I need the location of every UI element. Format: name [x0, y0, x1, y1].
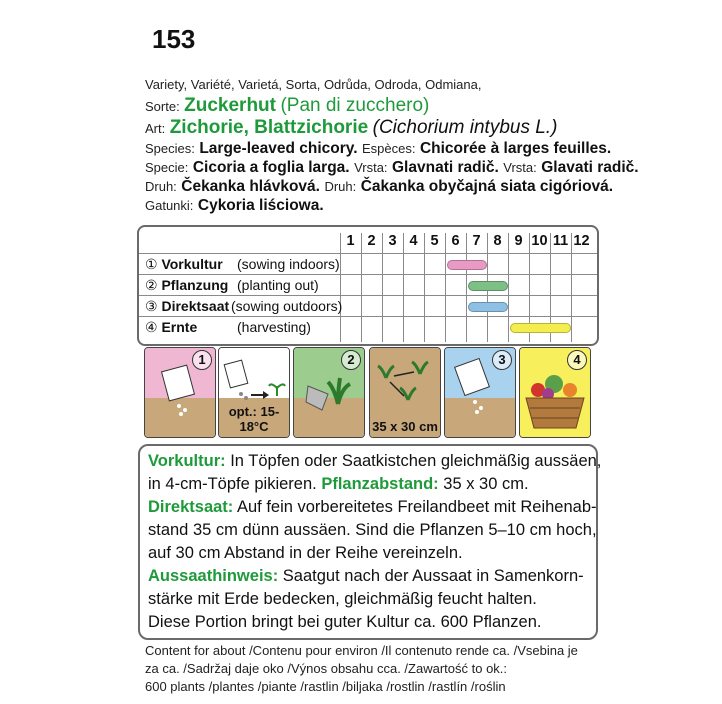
month-header: 9 [514, 233, 523, 249]
circled-number: ① [145, 256, 158, 272]
species-name: Large-leaved chicory. [199, 140, 358, 157]
month-header: 12 [573, 233, 590, 249]
instruction-text: Saatgut nach der Aussaat in Samenkorn- [278, 567, 584, 585]
calendar-row-direktsaat [139, 295, 597, 316]
instruction-line [148, 498, 597, 517]
month-header: 2 [367, 233, 376, 249]
circled-number: ④ [145, 319, 158, 335]
calendar-bar-direktsaat [468, 302, 508, 312]
instruction-line: auf 30 cm Abstand in der Reihe vereinzeln. [148, 544, 463, 562]
circled-number: ② [145, 277, 158, 293]
row-translation: (sowing outdoors) [231, 298, 343, 314]
species-name: Čekanka hlávková. [181, 178, 320, 195]
step-badge: 2 [341, 350, 361, 370]
calendar-bar-pflanzung [468, 281, 508, 291]
calendar-row-vorkultur [139, 253, 597, 274]
pictogram-germination [218, 347, 290, 438]
instruction-text: in 4-cm-Töpfe pikieren. [148, 475, 322, 493]
species-line-2 [145, 159, 639, 177]
month-header: 4 [409, 233, 418, 249]
species-label: Druh: [145, 179, 177, 194]
instruction-heading: Vorkultur: [148, 452, 226, 470]
sorte-line [145, 95, 429, 117]
species-line-3 [145, 178, 613, 196]
row-translation: (harvesting) [237, 319, 311, 335]
pictogram-spacing [369, 347, 441, 438]
species-name: Cykoria liściowa. [197, 197, 324, 214]
spacing-label: 35 x 30 cm [372, 419, 438, 434]
row-label: Vorkultur [161, 256, 223, 272]
instruction-line: stand 35 cm dünn aussäen. Sind die Pflanzen 5–10 cm hoch, [148, 521, 597, 539]
pictogram-planting-out [293, 347, 365, 438]
species-line-1 [145, 140, 611, 158]
sorte-name: Zuckerhut [184, 95, 276, 116]
art-latin: (Cichorium intybus L.) [372, 117, 558, 138]
month-header: 1 [346, 233, 355, 249]
species-label: Gatunki: [145, 198, 194, 213]
species-name: Chicorée à larges feuilles. [419, 140, 612, 157]
month-header: 8 [493, 233, 502, 249]
instruction-heading: Direktsaat: [148, 498, 234, 516]
month-header: 11 [552, 233, 569, 249]
calendar-row-label [145, 277, 319, 294]
calendar-row-pflanzung [139, 274, 597, 295]
species-label: Vrsta: [503, 160, 537, 175]
species-name: Cicoria a foglia larga. [192, 159, 350, 176]
row-label: Ernte [161, 319, 198, 335]
pictogram-sowing-outdoors [444, 347, 516, 438]
calendar-row-label [145, 298, 343, 315]
instruction-line [148, 567, 584, 586]
instruction-heading: Pflanzabstand: [321, 475, 439, 493]
instruction-line: stärke mit Erde bedecken, gleichmäßig feucht halten. [148, 590, 537, 608]
row-label: Pflanzung [161, 277, 229, 293]
circled-number: ③ [145, 298, 158, 314]
calendar-row-label [145, 319, 311, 336]
sorte-alt: (Pan di zucchero) [280, 95, 430, 116]
calendar-row-label [145, 256, 340, 273]
sowing-calendar [137, 225, 599, 346]
month-header: 7 [472, 233, 481, 249]
row-translation: (planting out) [237, 277, 319, 293]
month-header: 10 [531, 233, 548, 249]
page-number: 153 [152, 24, 196, 54]
month-header: 3 [388, 233, 397, 249]
row-translation: (sowing indoors) [237, 256, 340, 272]
species-name: Glavati radič. [541, 159, 639, 176]
art-label: Art: [145, 121, 166, 136]
calendar-row-ernte [139, 316, 597, 337]
sorte-label: Sorte: [145, 99, 180, 114]
species-name: Glavnati radič. [392, 159, 499, 176]
instruction-heading: Aussaathinweis: [148, 567, 279, 585]
footer-line: za ca. /Sadržaj daje oko /Výnos obsahu cca. /Zawartość to ok.: [145, 661, 508, 676]
instruction-text: Auf fein vorbereitetes Freilandbeet mit Reihenab- [233, 498, 597, 516]
pictogram-harvesting [519, 347, 591, 438]
species-label: Vrsta: [354, 160, 388, 175]
species-name: Čakanka obyčajná siata cigóriová. [360, 178, 614, 195]
instruction-line: Diese Portion bringt bei guter Kultur ca. 600 Pflanzen. [148, 613, 542, 631]
instruction-text: In Töpfen oder Saatkistchen gleichmäßig aussäen, [225, 452, 602, 470]
calendar-bar-vorkultur [447, 260, 487, 270]
variety-line: Variety, Variété, Varietá, Sorta, Odrůda, Odroda, Odmiana, [145, 77, 482, 92]
temperature-label: opt.: 15-18°C [228, 404, 280, 434]
instruction-text: 35 x 30 cm. [438, 475, 529, 493]
month-header: 5 [430, 233, 439, 249]
instruction-line [148, 475, 529, 494]
footer-line: 600 plants /plantes /piante /rastlin /biljaka /rostlin /rastlín /roślin [145, 679, 506, 694]
calendar-bar-ernte [510, 323, 571, 333]
art-name: Zichorie, Blattzichorie [169, 117, 369, 138]
species-label: Species: [145, 141, 195, 156]
footer-line: Content for about /Contenu pour environ /Il contenuto rende ca. /Vsebina je [145, 643, 578, 658]
species-label: Espèces: [362, 141, 416, 156]
instructions-box [138, 444, 602, 640]
step-badge: 4 [567, 350, 587, 370]
instruction-line [148, 452, 601, 471]
species-label: Specie: [145, 160, 189, 175]
art-line [145, 117, 557, 139]
row-label: Direktsaat [161, 298, 230, 314]
species-line-4 [145, 197, 324, 215]
step-badge: 3 [492, 350, 512, 370]
step-badge: 1 [192, 350, 212, 370]
species-label: Druh: [324, 179, 357, 194]
month-header: 6 [451, 233, 460, 249]
pictogram-sowing-indoors [144, 347, 216, 438]
